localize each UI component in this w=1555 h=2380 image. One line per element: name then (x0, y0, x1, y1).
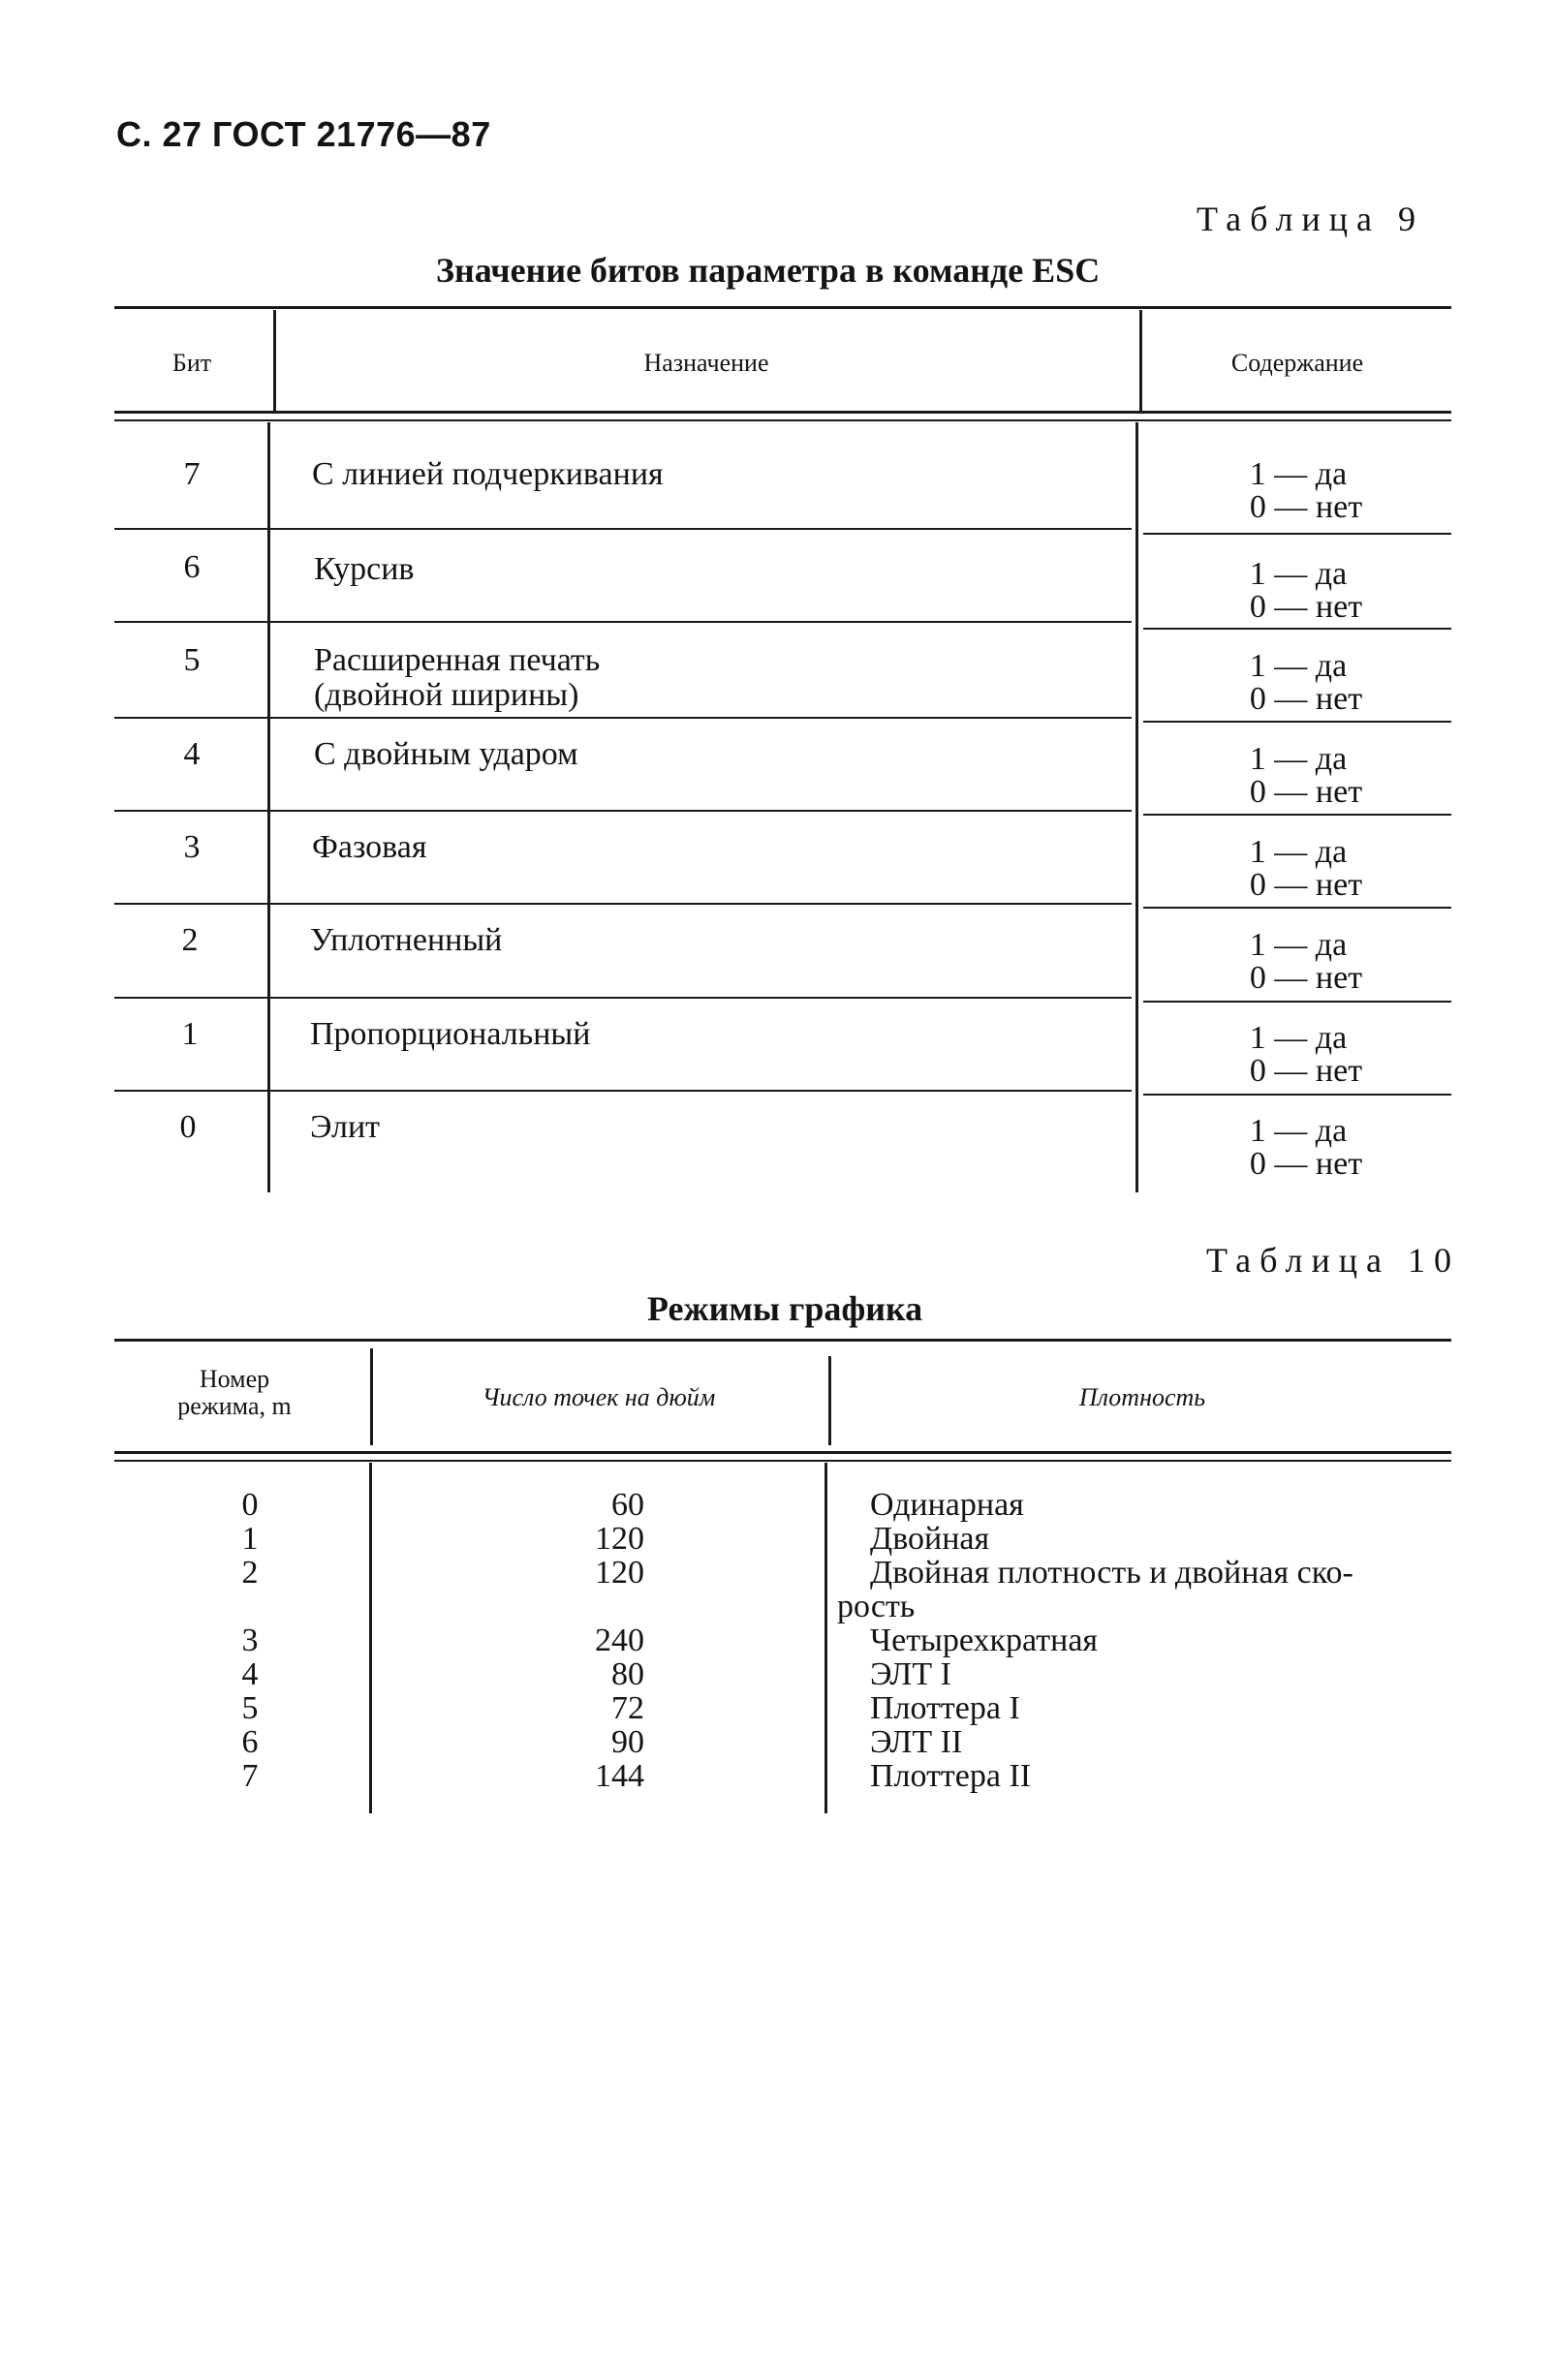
table10-dpi: 72 (611, 1690, 644, 1726)
table10-label: Таблица 10 (1206, 1241, 1460, 1280)
table9-row-sep (114, 717, 1132, 719)
table10-mode: 1 (241, 1521, 259, 1557)
table9-col-content: Содержание (1230, 349, 1364, 377)
table9-yes: 1 — да (1249, 834, 1348, 870)
table9-no: 0 — нет (1249, 681, 1363, 717)
table10-density: ЭЛТ I (870, 1656, 951, 1692)
table9-row-sep (114, 810, 1132, 812)
table10-body-sep-2 (824, 1463, 827, 1813)
table9-no: 0 — нет (1249, 489, 1363, 525)
table9-bit: 7 (183, 456, 201, 492)
table9-yes: 1 — да (1249, 1113, 1348, 1149)
table10-top-rule (114, 1339, 1451, 1342)
table10-header-rule (114, 1451, 1451, 1454)
table10-density: Двойная плотность и двойная ско- (870, 1555, 1353, 1591)
table10-mode: 2 (241, 1555, 259, 1591)
table9-row-sep (114, 997, 1132, 999)
table9-purpose: Курсив (314, 551, 415, 587)
table9-purpose: Фазовая (312, 829, 427, 865)
table10-dpi: 80 (611, 1656, 644, 1692)
table10-dpi: 144 (595, 1758, 644, 1794)
table10-mode: 4 (241, 1656, 259, 1692)
page-header: С. 27 ГОСТ 21776—87 (116, 114, 491, 154)
table9-bit: 1 (181, 1016, 199, 1052)
table10-body-sep-1 (369, 1463, 372, 1813)
table9-bit: 3 (183, 829, 201, 865)
table9-no: 0 — нет (1249, 960, 1363, 996)
table9-row-sep (114, 903, 1132, 905)
table9-purpose: С линией подчеркивания (312, 456, 664, 492)
table9-row-sep (114, 621, 1132, 623)
table9-bit: 6 (183, 549, 201, 585)
table9-col-purpose: Назначение (643, 349, 769, 377)
table10-mode: 5 (241, 1690, 259, 1726)
table9-row-sep (114, 528, 1132, 530)
table9-row-sep (1143, 814, 1451, 816)
table9-yes: 1 — да (1249, 741, 1348, 777)
table9-header-rule (114, 411, 1451, 414)
table10-dpi: 60 (611, 1487, 644, 1523)
table10-title: Режимы графика (647, 1289, 923, 1328)
table9-row-sep (1143, 721, 1451, 723)
table9-purpose: Пропорциональный (310, 1016, 591, 1052)
table10-mode: 0 (241, 1487, 259, 1523)
table9-purpose: Уплотненный (310, 922, 503, 958)
table9-row-sep (1143, 1001, 1451, 1003)
table9-label: Таблица 9 (1197, 200, 1424, 238)
table9-top-rule (114, 306, 1451, 309)
table9-purpose: Расширенная печать (314, 642, 601, 678)
table9-bit: 4 (183, 736, 201, 772)
table9-purpose: С двойным ударом (314, 736, 578, 772)
table9-yes: 1 — да (1249, 927, 1348, 963)
table10-density: ЭЛТ II (870, 1724, 963, 1760)
table9-title: Значение битов параметра в команде ESC (436, 251, 1101, 290)
table9-row-sep (1143, 1094, 1451, 1096)
table10-col-density: Плотность (1078, 1383, 1206, 1411)
table10-col-mode-line1: Номер (199, 1365, 270, 1393)
table9-yes: 1 — да (1249, 648, 1348, 684)
table9-no: 0 — нет (1249, 589, 1363, 625)
table9-bit: 2 (181, 922, 199, 958)
table9-row-sep (1143, 628, 1451, 630)
table9-body-sep-1 (267, 422, 270, 1192)
table10-density-cont: рость (837, 1589, 916, 1624)
table9-row-sep (114, 1090, 1132, 1092)
table10-density: Четырехкратная (870, 1623, 1099, 1658)
table10-mode: 6 (241, 1724, 259, 1760)
table9-header-sep-1 (273, 310, 276, 411)
table10-density: Плоттера II (870, 1758, 1032, 1794)
table10-density: Двойная (870, 1521, 990, 1557)
table9-bit: 5 (183, 642, 201, 678)
table9-yes: 1 — да (1249, 1020, 1348, 1056)
table9-col-bit: Бит (171, 349, 212, 377)
table10-dpi: 90 (611, 1724, 644, 1760)
table9-yes: 1 — да (1249, 556, 1348, 592)
table10-col-mode-line2: режима, m (177, 1392, 292, 1420)
table9-no: 0 — нет (1249, 1146, 1363, 1182)
table9-bit: 0 (179, 1109, 197, 1145)
table10-col-dpi: Число точек на дюйм (482, 1383, 716, 1411)
table9-no: 0 — нет (1249, 1053, 1363, 1089)
table10-header-rule-2 (114, 1460, 1451, 1462)
table10-dpi: 120 (595, 1521, 644, 1557)
table9-no: 0 — нет (1249, 774, 1363, 810)
table10-mode: 7 (241, 1758, 259, 1794)
table9-row-sep (1143, 533, 1451, 535)
table9-row-sep (1143, 907, 1451, 909)
table9-yes: 1 — да (1249, 456, 1348, 492)
table9-purpose: Элит (310, 1109, 381, 1145)
table10-col-mode (114, 1366, 355, 1420)
table9-purpose-cont: (двойной ширины) (314, 677, 579, 713)
table10-header-sep-1 (370, 1348, 373, 1445)
table10-dpi: 240 (595, 1623, 644, 1658)
table9-header-rule-2 (114, 419, 1451, 421)
table10-density: Одинарная (870, 1487, 1024, 1523)
table9-body-sep-2 (1135, 422, 1138, 1192)
table9-no: 0 — нет (1249, 867, 1363, 903)
table10-density: Плоттера I (870, 1690, 1020, 1726)
table10-dpi: 120 (595, 1555, 644, 1591)
table10-mode: 3 (241, 1623, 259, 1658)
table9-header-sep-2 (1139, 310, 1142, 411)
table10-header-sep-2 (828, 1356, 831, 1445)
